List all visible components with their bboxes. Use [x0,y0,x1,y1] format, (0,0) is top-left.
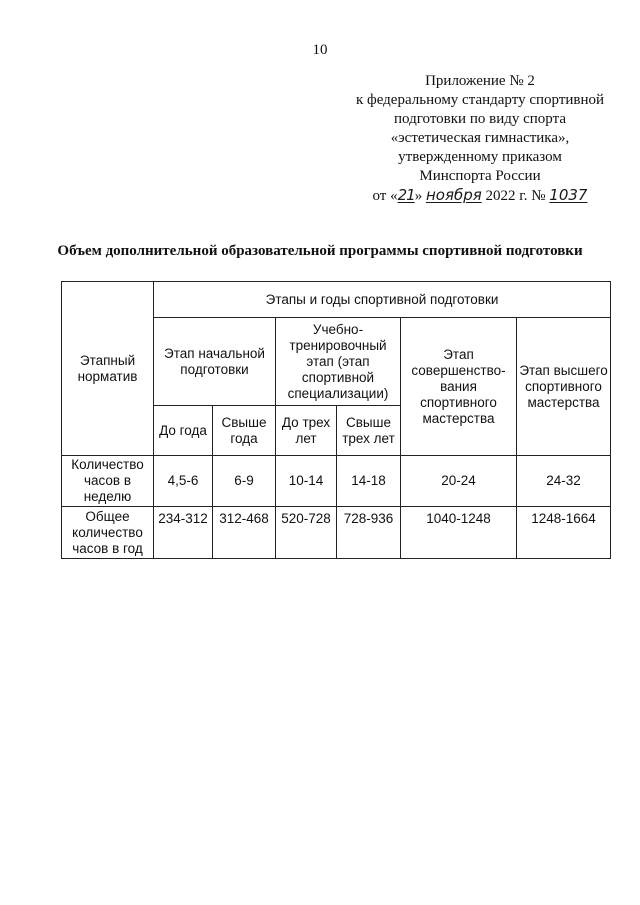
sub-header-up-to-year: До года [154,406,213,456]
document-title: Объем дополнительной образовательной программы спортивной подготовки [57,243,583,259]
appendix-line: к федеральному стандарту спортивной [355,92,605,108]
table-cell: 24-32 [517,456,611,507]
row-label: Общее количество часов в год [62,507,154,559]
table-cell: 520-728 [276,507,337,559]
appendix-line: Приложение № 2 [425,73,535,89]
table-cell: 14-18 [337,456,401,507]
table-row [62,507,611,559]
date-prefix: от « [372,188,398,204]
table-cell: 10-14 [276,456,337,507]
row-label: Количество часов в неделю [62,456,154,507]
table-cell: 20-24 [401,456,517,507]
page-number: 10 [312,42,328,58]
year-text: 2022 г. № [485,188,546,204]
higher-stage-header: Этап высшего спортивного мастерства [517,318,611,456]
appendix-line: утвержденному приказом [398,149,562,165]
table-header-row [62,282,611,318]
sub-header-up-to-three: До трех лет [276,406,337,456]
norm-header-cell: Этапный норматив [62,282,154,456]
table-cell: 234-312 [154,507,213,559]
table-cell: 1040-1248 [401,507,517,559]
initial-stage-header: Этап начальной подготовки [154,318,276,406]
table-cell: 728-936 [337,507,401,559]
sub-header-over-year: Свыше года [213,406,276,456]
program-volume-table [61,281,611,559]
table-cell: 6-9 [213,456,276,507]
stages-header-cell: Этапы и годы спортивной подготовки [154,282,611,318]
date-mid: » [414,188,423,204]
appendix-line: Минспорта России [419,168,541,184]
sub-header-over-three: Свыше трех лет [337,406,401,456]
handwritten-day: 21 [397,186,415,204]
table-cell: 4,5-6 [154,456,213,507]
appendix-line: подготовки по виду спорта [394,111,566,127]
table-cell: 1248-1664 [517,507,611,559]
appendix-block [330,72,630,206]
table-cell: 312-468 [213,507,276,559]
training-stage-header: Учебно-тренировочный этап (этап спортивной специализации) [276,318,401,406]
appendix-line: «эстетическая гимнастика», [390,130,570,146]
handwritten-order-number: 1037 [549,186,588,204]
improvement-stage-header: Этап совершенство-вания спортивного мастерства [401,318,517,456]
order-date-line [330,186,630,206]
handwritten-month: ноября [425,186,482,204]
table-row [62,456,611,507]
